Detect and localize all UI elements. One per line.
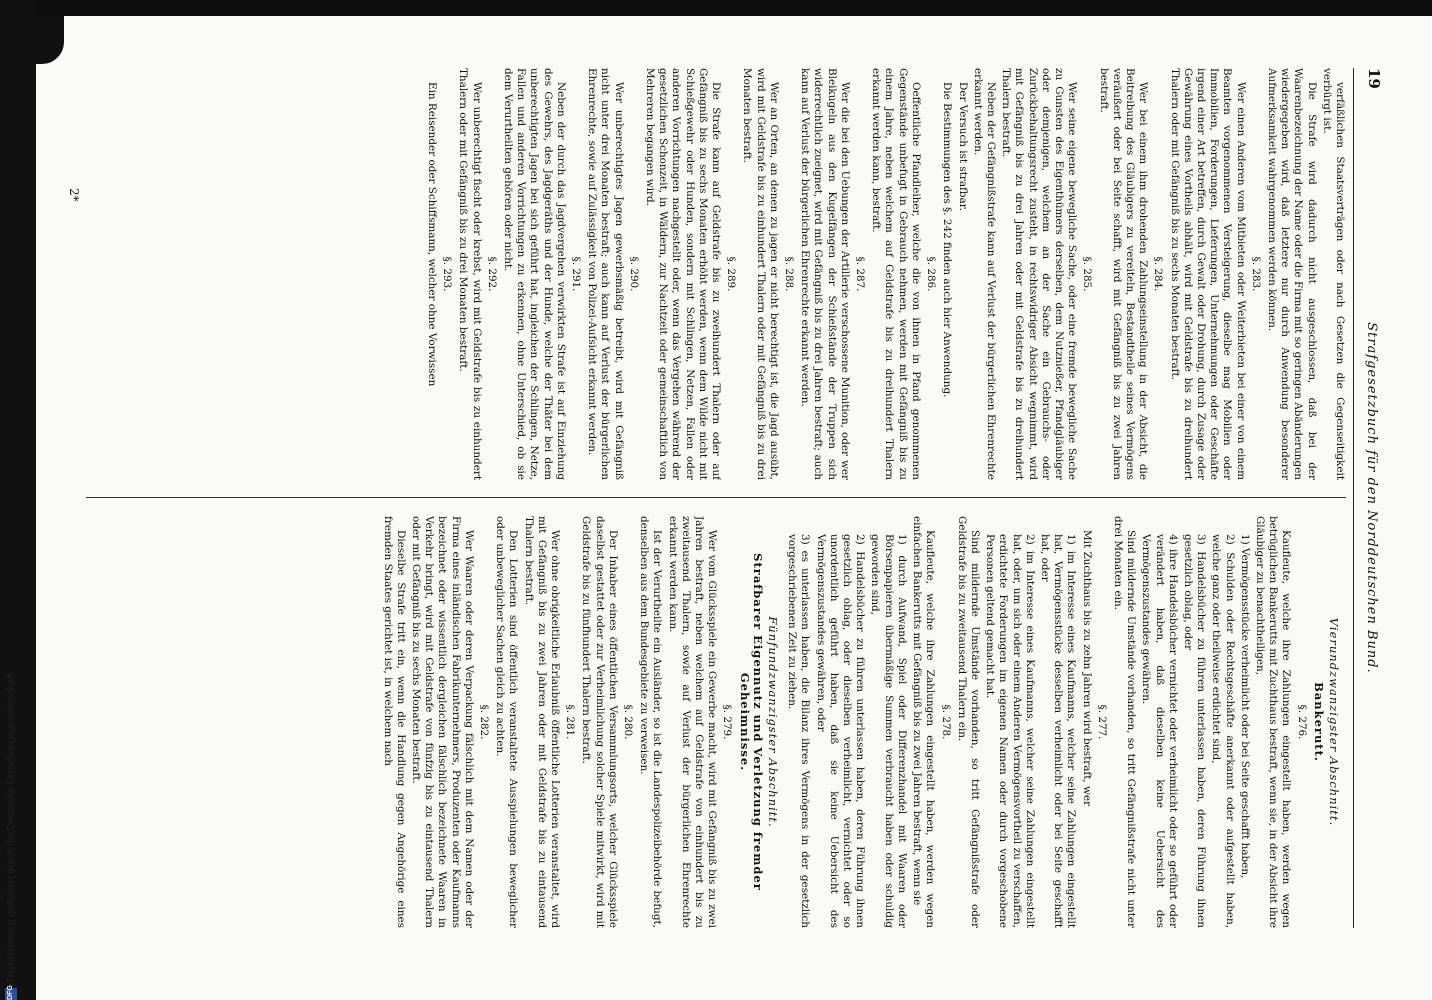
- paragraph: Wer die bei den Uebungen der Artillerie verschossene Munition, oder wer Bleikugeln aus den Kugelfängen der Schießstände der Truppen sich widerrechtlich zueignet, wird mit Gefängniß bis zu drei Jahren bestraft; auch kann auf Verlust der bürgerlichen Ehrenrechte erkannt werden.: [799, 68, 851, 480]
- paragraph: Wer unberechtigtes Jagen gewerbsmäßig betreibt, wird mit Gefängniß nicht unter drei Monaten bestraft; auch kann auf Verlust der bürgerlichen Ehrenrechte, sowie auf Zulässigkeit von Polizei-Aufsicht erkannt werden.: [586, 68, 625, 480]
- section-number: §. 291.: [570, 256, 583, 292]
- paragraph: Ist der Verurtheilte ein Ausländer, so ist die Landespolizeibehörde befugt, denselben aus dem Bundesgebiete zu verweisen.: [638, 516, 664, 928]
- page-number: 19: [1365, 68, 1383, 89]
- numbered-clause: 1) im Interesse eines Kaufmanns, welcher seine Zahlungen eingestellt hat, Vermögensstücke desselben verheimlicht oder bei Seite geschafft hat, oder: [1038, 534, 1078, 928]
- section-number: §. 292.: [485, 256, 498, 292]
- paragraph: Den Lotterien sind öffentlich veranstaltete Ausspielungen beweglicher oder unbeweglicher Sachen gleich zu achten.: [494, 516, 520, 928]
- section-number: §. 281.: [564, 704, 577, 740]
- section-number: §. 285.: [1081, 256, 1094, 292]
- section-number: §. 276.: [1295, 704, 1308, 740]
- paragraph: Dieselbe Strafe tritt ein, wenn die Handlung gegen Angehörige eines fremden Staates gerichtet ist, in welchem nach: [381, 516, 407, 928]
- paragraph: Wer vom Glücksspiele ein Gewerbe macht, wird mit Gefängniß bis zu zwei Jahren bestraft, neben welchem auf Geldstrafe von einhundert bis zu zweitausend Thalern, sowie auf Verlust der bürgerlichen Ehrenrechte erkannt werden kann.: [666, 516, 719, 928]
- paragraph: Wer einen Anderen vom Mitbieten oder Weiterbieten bei einer von einem Beamten vorgenommenen Versteigerung, dieselbe mag Mobilien oder Immobilien, Forderungen, Lieferungen, Unternehmungen oder Geschäfte irgend einer Art betreffen, durch Gewalt oder Drohung, durch Zusage oder Gewährung eines Vortheils abhält, wird mit Geldstrafe bis zu dreihundert Thalern oder mit Gefängniß bis zu sechs Monaten bestraft.: [1168, 68, 1247, 480]
- paragraph: Kaufleute, welche ihre Zahlungen eingestellt haben, werden wegen betrüglichen Bankerutts mit Zuchthaus bestraft, wenn sie, in der Absicht ihre Gläubiger zu benachtheiligen,: [1253, 516, 1293, 928]
- signature-mark: 2*: [67, 188, 81, 202]
- paragraph: Wer unberechtigt fischt oder krebst, wird mit Geldstrafe bis zu einhundert Thalern oder mit Gefängniß bis zu drei Monaten bestraft.: [457, 68, 483, 480]
- numbered-clause: 4) ihre Handelsbücher vernichtet oder verheimlicht oder so geführt oder verändert haben, daß dieselben keine Uebersicht des Vermögenszustandes gewähren.: [1140, 534, 1179, 928]
- paragraph: Wer ohne obrigkeitliche Erlaubniß öffentliche Lotterien veranstaltet, wird mit Gefängniß bis zu zwei Jahren oder mit Geldstrafe bis zu eintausend Thalern bestraft.: [522, 516, 562, 928]
- paragraph: Wer an Orten, an denen zu jagen er nicht berechtigt ist, die Jagd ausübt, wird mit Geldstrafe bis zu einhundert Thalern oder mit Gefängniß bis zu drei Monaten bestraft.: [741, 68, 780, 480]
- paragraph: Die Strafe wird dadurch nicht ausgeschlossen, daß bei der Waarenbezeichnung der Name oder die Firma mit so geringen Abänderungen wiedergegeben wird, daß letztere nur durch Anwendung besonderer Aufmerksamkeit wahrgenommen werden können.: [1265, 68, 1318, 480]
- numbered-clause: 3) es unterlassen haben, die Bilanz ihres Vermögens in der gesetzlich vorgeschriebenen Zeit zu ziehen.: [786, 534, 812, 928]
- column-rule: [86, 497, 1346, 498]
- paragraph: Kaufleute, welche ihre Zahlungen eingestellt haben, werden wegen einfachen Bankerutts mit Gefängniß bis zu zwei Jahren bestraft, wenn sie: [911, 516, 937, 928]
- running-head: [1358, 68, 1383, 928]
- paragraph: verfäßlichen Staatsverträgen oder nach Gesetzen die Gegenseitigkeit verbürgt ist.: [1320, 68, 1346, 480]
- paragraph: Der Versuch ist strafbar.: [956, 82, 969, 211]
- section-number: §. 283.: [1249, 256, 1262, 292]
- document-page: [50, 38, 1383, 958]
- chapter-subtitle: Strafbarer Eigennutz und Verletzung fremder Geheimnisse.: [737, 553, 765, 891]
- numbered-clause: 1) durch Aufwand, Spiel oder Differenzhandel mit Waaren oder Börsenpapieren übermäßige Summen verbraucht haben oder schuldig geworden sind,: [869, 534, 908, 928]
- section-number: §. 277.: [1095, 704, 1108, 740]
- section-number: §. 288.: [783, 256, 796, 292]
- section-number: §. 279.: [721, 704, 734, 740]
- numbered-clause: 2) Schulden oder Rechtsgeschäfte anerkannt oder aufgestellt haben, welche ganz oder theilweise erdichtet sind,: [1210, 534, 1236, 928]
- book-title: Strafgesetzbuch für den Norddeutschen Bund.: [1364, 322, 1379, 674]
- scan-border-top: [0, 0, 1432, 16]
- paragraph: Neben der durch das Jagdvergehen verwirkten Strafe ist auf Einziehung des Gewehrs, des Jagdgeräths und der Hunde, welche der Thäter bei dem unberechtigten Jagen bei sich geführt hat, ingleichen der Schlingen, Netze, Fallen und anderen Vorrichtungen zu erkennen, ohne Unterschied, ob sie dem Verurtheilten gehören oder nicht.: [502, 68, 567, 480]
- section-number: §. 293.: [441, 256, 454, 292]
- paragraph: Die Bestimmungen des §. 242 finden auch hier Anwendung.: [941, 82, 954, 398]
- numbered-clause: 3) Handelsbücher zu führen unterlassen haben, deren Führung ihnen gesetzlich oblag, oder: [1181, 534, 1208, 928]
- section-number: §. 287.: [854, 256, 867, 292]
- chapter-subtitle: Bankerutt.: [1311, 682, 1326, 762]
- chapter-heading: Fünfundzwanzigster Abschnitt.: [766, 616, 781, 828]
- numbered-clause: 2) Handelsbücher zu führen unterlassen haben, deren Führung ihnen gesetzlich oblag, oder dieselben verheimlicht, vernichtet oder so unordentlich geführt haben, daß sie keine Uebersicht des Vermögenszustandes gewähren, oder: [814, 534, 867, 928]
- left-hand-text-column: [76, 516, 1346, 928]
- dfg-logo: DFG: [5, 988, 17, 1000]
- paragraph: Der Inhaber eines öffentlichen Versammlungsorts, welcher Glücksspiele daselbst gestattet oder zur Verheimlichung solcher Spiele mitwirkt, wird mit Geldstrafe bis zu fünfhundert Thalern bestraft.: [580, 516, 619, 928]
- section-number: §. 284.: [1152, 256, 1165, 292]
- paragraph: Sind mildernde Umstände vorhanden, so tritt Gefängnißstrafe nicht unter drei Monaten ein.: [1111, 516, 1138, 928]
- funding-note: [4, 0, 18, 1000]
- section-number: §. 290.: [627, 256, 640, 292]
- numbered-clause: 2) im Interesse eines Kaufmanns, welcher seine Zahlungen eingestellt hat, oder, um sich oder einem Anderen Vermögensvortheil zu verschaffen, erdichtete Forderungen im eigenen Namen oder durch vorgeschobene Personen geltend gemacht hat.: [984, 534, 1036, 928]
- funding-note-text: Digitalisierung gefördert durch die Deutsche Forschungsgemeinschaft: [5, 672, 17, 982]
- section-number: §. 282.: [478, 704, 491, 740]
- right-hand-text-column: [76, 68, 1346, 480]
- paragraph: Neben der Gefängnißstrafe kann auf Verlust der bürgerlichen Ehrenrechte erkannt werden.: [971, 68, 997, 480]
- paragraph: Wer seine eigene bewegliche Sache, oder eine fremde bewegliche Sache zu Gunsten des Eigenthümers derselben, dem Nutznießer, Pfandgläubiger oder demjenigen, welchem an der Sache ein Gebrauchs- oder Zurückbehaltungsrecht zusteht, in rechtswidriger Absicht wegnimmt, wird mit Gefängniß bis zu drei Jahren oder mit Geldstrafe bis zu dreihundert Thalern bestraft.: [1000, 68, 1079, 480]
- paragraph: Sind mildernde Umstände vorhanden, so tritt Gefängnißstrafe oder Geldstrafe bis zu zweitausend Thalern ein.: [955, 516, 981, 928]
- paragraph: Oeffentliche Pfandleiher, welche die von ihnen in Pfand genommenen Gegenstände unbefugt in Gebrauch nehmen, werden mit Gefängniß bis zu einem Jahre, neben welchem auf Geldstrafe bis zu dreihundert Thalern erkannt werden kann, bestraft.: [870, 68, 922, 480]
- chapter-heading: Vierundzwanzigster Abschnitt.: [1327, 617, 1341, 827]
- numbered-clause: 1) Vermögensstücke verheimlicht oder bei Seite geschafft haben,: [1238, 534, 1251, 879]
- paragraph: Wer bei einem ihm drohenden Zahlungseinstellung in der Absicht, die Beitreibung des Gläubigers zu vereiteln, Bestandtheile seines Vermögens veräußert oder bei Seite schafft, wird mit Gefängniß bis zu zwei Jahren bestraft.: [1097, 68, 1150, 480]
- header-rule: [1353, 68, 1354, 928]
- section-number: §. 289.: [725, 256, 738, 292]
- paragraph: Wer Waaren oder deren Verpackung fälschlich mit dem Namen oder der Firma eines inländischen Fabrikunternehmers, Produzenten oder Kaufmanns bezeichnet oder wissentlich dergleichen fälschlich bezeichnete Waaren in Verkehr bringt, wird mit Geldstrafe von fünfzig bis zu eintausend Thalern oder mit Gefängniß bis zu sechs Monaten bestraft.: [410, 516, 475, 928]
- paragraph: Mit Zuchthaus bis zu zehn Jahren wird bestraft, wer: [1080, 530, 1093, 807]
- section-number: §. 280.: [622, 704, 635, 740]
- section-number: §. 278.: [939, 704, 952, 740]
- paragraph: Die Strafe kann auf Geldstrafe bis zu zweihundert Thalern oder auf Gefängniß bis zu sechs Monaten erhöht werden, wenn dem Wilde nicht mit Schießgewehr oder Hunden, sondern mit Schlingen, Netzen, Fallen oder anderen Vorrichtungen nachgestellt oder, wenn das Vergehen während der gesetzlichen Schonzeit, in Wäldern, zur Nachtzeit oder gemeinschaftlich von Mehreren begangen wird.: [644, 68, 723, 480]
- section-number: §. 286.: [925, 256, 938, 292]
- paragraph: Ein Reisender oder Schiffsmann, welcher ohne Vorwissen: [426, 82, 438, 387]
